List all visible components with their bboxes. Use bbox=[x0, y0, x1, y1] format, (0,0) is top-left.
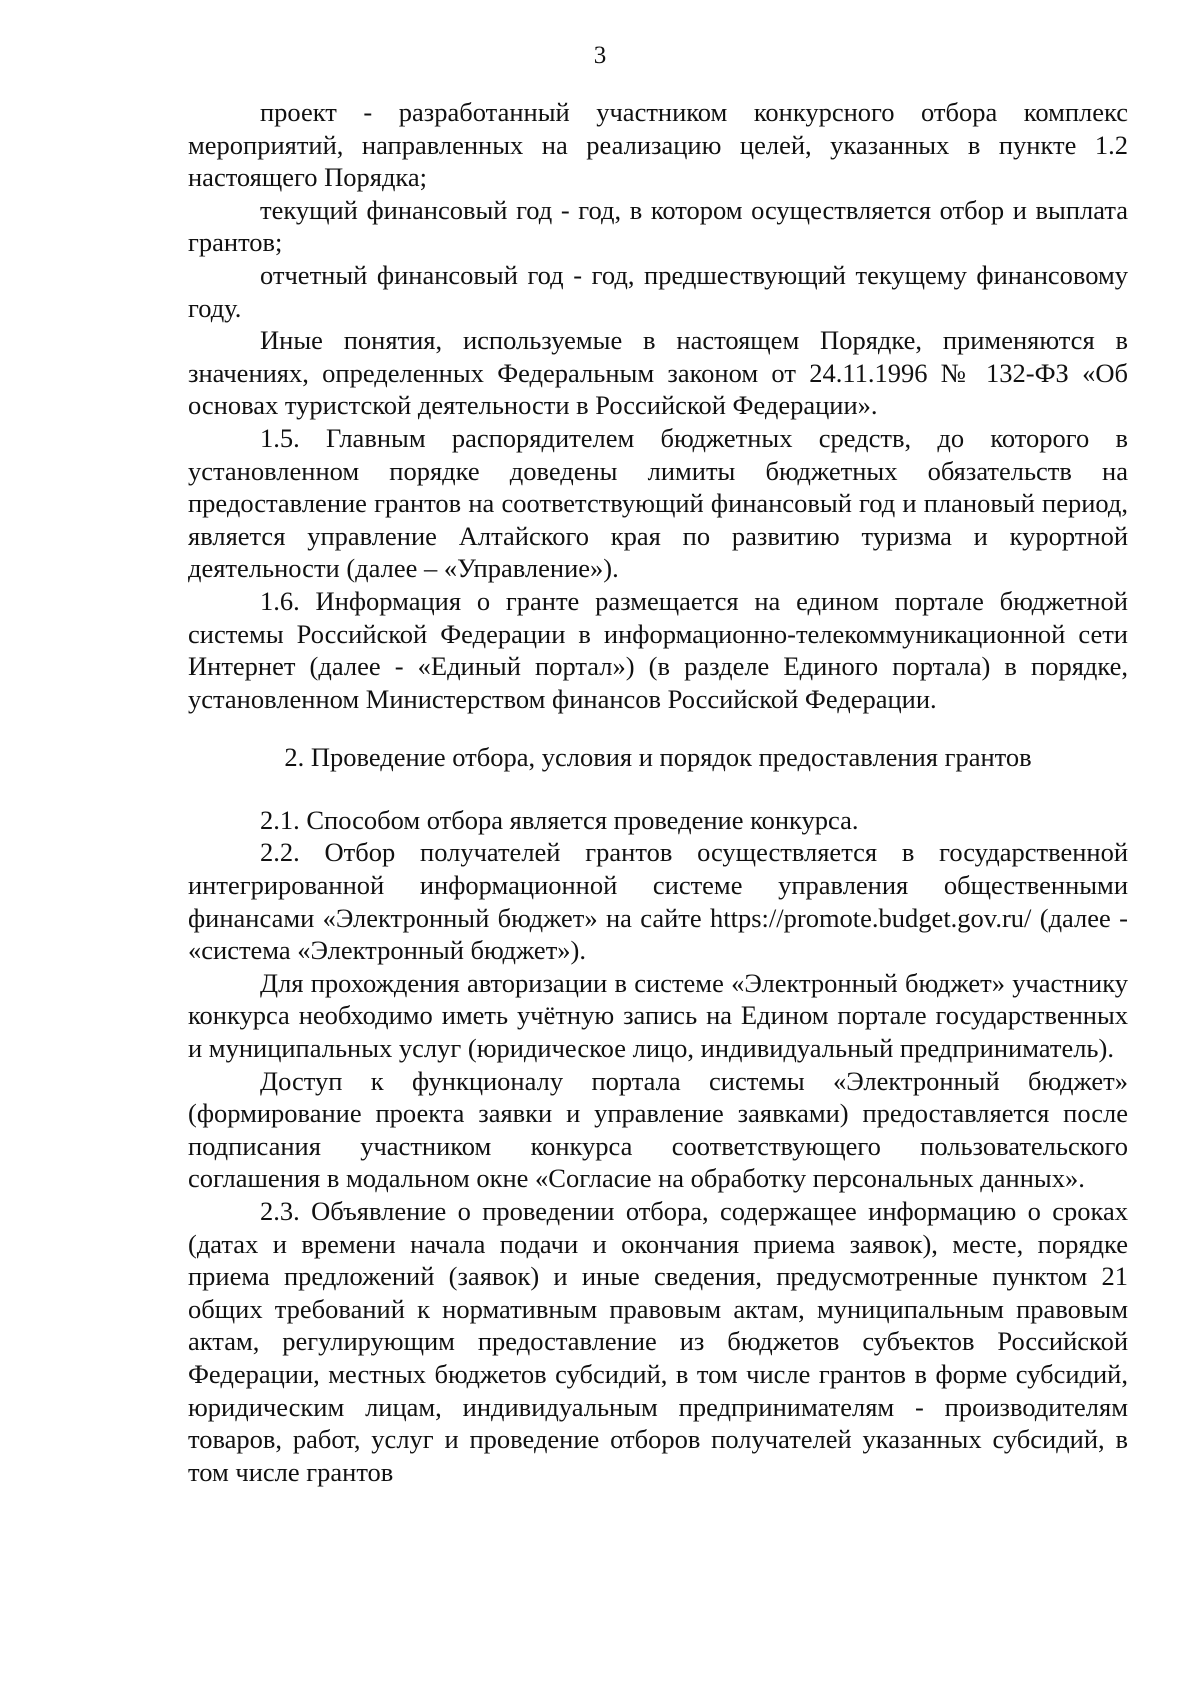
paragraph-2-2: 2.2. Отбор получателей грантов осуществляется в государственной интегрированной информационной системе управления общественными финансами «Электронный бюджет» на сайте https://promote.budget.gov.ru/ (далее - «система «Электронный бюджет»). bbox=[188, 837, 1128, 966]
paragraph-current-year-definition: текущий финансовый год - год, в котором осуществляется отбор и выплата грантов; bbox=[188, 194, 1128, 258]
paragraph-reporting-year-definition: отчетный финансовый год - год, предшествующий текущему финансовому году. bbox=[188, 259, 1128, 323]
paragraph-portal-access: Доступ к функционалу портала системы «Электронный бюджет» (формирование проекта заявки и управление заявками) предоставляется после подписания участником конкурса соответствующего пользовательского соглашения в модальном окне «Согласие на обработку персональных данных». bbox=[188, 1065, 1128, 1194]
paragraph-1-6: 1.6. Информация о гранте размещается на едином портале бюджетной системы Российской Федерации в информационно-телекоммуникационной сети Интернет (далее - «Единый портал») (в разделе Единого портала) в порядке, установленном Министерством финансов Российской Федерации. bbox=[188, 585, 1128, 714]
paragraph-project-definition: проект - разработанный участником конкурсного отбора комплекс мероприятий, направленных на реализацию целей, указанных в пункте 1.2 настоящего Порядка; bbox=[188, 97, 1128, 193]
paragraph-2-1: 2.1. Способом отбора является проведение конкурса. bbox=[260, 804, 859, 835]
paragraph-authorization: Для прохождения авторизации в системе «Электронный бюджет» участнику конкурса необходимо иметь учётную запись на Едином портале государственных и муниципальных услуг (юридическое лицо, индивидуальный предприниматель). bbox=[188, 967, 1128, 1064]
document-body bbox=[188, 96, 1128, 1488]
page-number: 3 bbox=[593, 42, 607, 69]
paragraph-1-5: 1.5. Главным распорядителем бюджетных средств, до которого в установленном порядке доведены лимиты бюджетных обязательств на предоставление грантов на соответствующий финансовый год и плановый период, является управление Алтайского края по развитию туризма и курортной деятельности (далее – «Управление»). bbox=[188, 422, 1128, 584]
paragraph-other-terms: Иные понятия, используемые в настоящем Порядке, применяются в значениях, определенных Федеральным законом от 24.11.1996 № 132-ФЗ «Об основах туристской деятельности в Российской Федерации». bbox=[188, 325, 1128, 421]
paragraph-2-3: 2.3. Объявление о проведении отбора, содержащее информацию о сроках (датах и времени начала подачи и окончания приема заявок), месте, порядке приема предложений (заявок) и иные сведения, предусмотренные пунктом 21 общих требований к нормативным правовым актам, муниципальным правовым актам, регулирующим предоставление из бюджетов субъектов Российской Федерации, местных бюджетов субсидий, в том числе грантов в форме субсидий, юридическим лицам, индивидуальным предпринимателям - производителям товаров, работ, услуг и проведение отборов получателей указанных субсидий, в том числе грантов bbox=[188, 1196, 1128, 1487]
section-heading: 2. Проведение отбора, условия и порядок предоставления грантов bbox=[284, 742, 1032, 773]
